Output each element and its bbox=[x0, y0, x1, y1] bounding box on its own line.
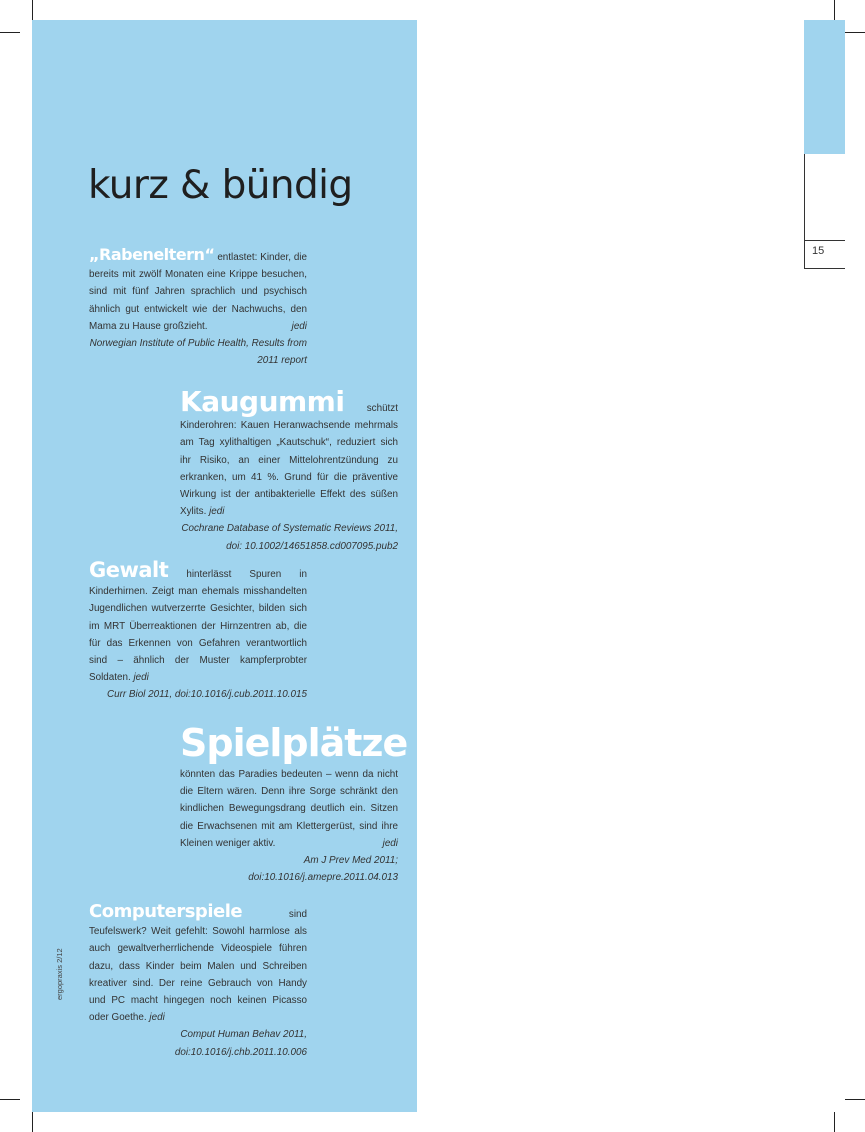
page-number: 15 bbox=[812, 245, 825, 257]
article-text: könnten das Paradies bedeuten – wenn da nicht die Eltern wären. Denn ihre Sorge schränkt den kindlichen Bewegungsdrang deutlich ein. Sitzen die Erwachsenen mit am Klettergerüst, sind ihre Kleinen weniger aktiv. bbox=[180, 769, 398, 849]
article-author: jedi bbox=[133, 672, 149, 684]
page-number-rule bbox=[804, 240, 845, 241]
section-title: kurz & bündig bbox=[88, 163, 353, 208]
crop-mark bbox=[834, 0, 835, 20]
article-gewalt bbox=[89, 558, 307, 704]
article-source: Curr Biol 2011, doi:10.1016/j.cub.2011.10.015 bbox=[106, 689, 307, 701]
article-rabeneltern bbox=[89, 246, 307, 369]
article-author: jedi bbox=[382, 837, 398, 849]
article-text: sind Teufelswerk? Weit gefehlt: Sowohl harmlose als auch gewaltverherrlichende Videospiele führen dazu, dass Kinder beim Malen und Schreiben kreativer sind. Der reine Gebrauch von Handy und PC macht hingegen noch keinen Picasso oder Goethe. bbox=[89, 909, 307, 1024]
crop-mark bbox=[0, 32, 20, 33]
article-keyword: Gewalt bbox=[89, 558, 169, 582]
article-text: hinterlässt Spuren in Kinderhirnen. Zeigt man ehemals misshandelten Jugendlichen wutverzerrte Gesichter, bilden sich im MRT Überreaktionen der Hirnzentren ab, die für das Erkennen von Gefahren verantwortlich sind – ähnlich der Muster kampferprobter Soldaten. bbox=[89, 569, 307, 684]
section-tab bbox=[804, 20, 845, 154]
article-source: Am J Prev Med 2011; doi:10.1016/j.amepre.2011.04.013 bbox=[248, 855, 398, 884]
crop-mark bbox=[32, 1112, 33, 1132]
article-keyword: „Rabeneltern“ bbox=[89, 245, 215, 264]
crop-mark bbox=[845, 32, 865, 33]
article-author: jedi bbox=[291, 320, 307, 332]
article-author: jedi bbox=[149, 1012, 165, 1024]
article-computerspiele bbox=[89, 903, 307, 1061]
article-source: Norwegian Institute of Public Health, Results from 2011 report bbox=[89, 338, 307, 367]
article-keyword: Computerspiele bbox=[89, 901, 243, 922]
article-source: Cochrane Database of Systematic Reviews 2011, doi: 10.1002/14651858.cd007095.pub2 bbox=[181, 523, 398, 552]
crop-mark bbox=[0, 1099, 20, 1100]
crop-mark bbox=[834, 1112, 835, 1132]
crop-mark bbox=[32, 0, 33, 20]
margin-rule bbox=[804, 154, 805, 268]
article-author: jedi bbox=[209, 506, 225, 518]
article-source: Comput Human Behav 2011, doi:10.1016/j.chb.2011.10.006 bbox=[174, 1029, 307, 1058]
page-number-rule bbox=[804, 268, 845, 269]
journal-label: ergopraxis 2/12 bbox=[55, 948, 64, 1000]
crop-mark bbox=[845, 1099, 865, 1100]
article-keyword: Spielplätze bbox=[180, 721, 408, 765]
article-kaugummi bbox=[180, 385, 398, 555]
article-text: schützt Kinderohren: Kauen Heranwachsende mehrmals am Tag xylithaltigen „Kautschuk“, reduziert sich ihr Risiko, an einer Mittelohrentzündung zu erkranken, um 41 %. Grund für die präventive Wirkung ist der antibakterielle Effekt des süßen Xylits. bbox=[180, 403, 398, 518]
article-spielplaetze bbox=[180, 720, 408, 886]
article-keyword: Kaugummi bbox=[180, 385, 345, 418]
article-text: entlastet: Kinder, die bereits mit zwölf Monaten eine Krippe besuchen, sind mit fünf Jahren sprachlich und psychisch ähnlich gut entwickelt wie der Nachwuchs, den Mama zu Hause großzieht. bbox=[89, 252, 307, 332]
